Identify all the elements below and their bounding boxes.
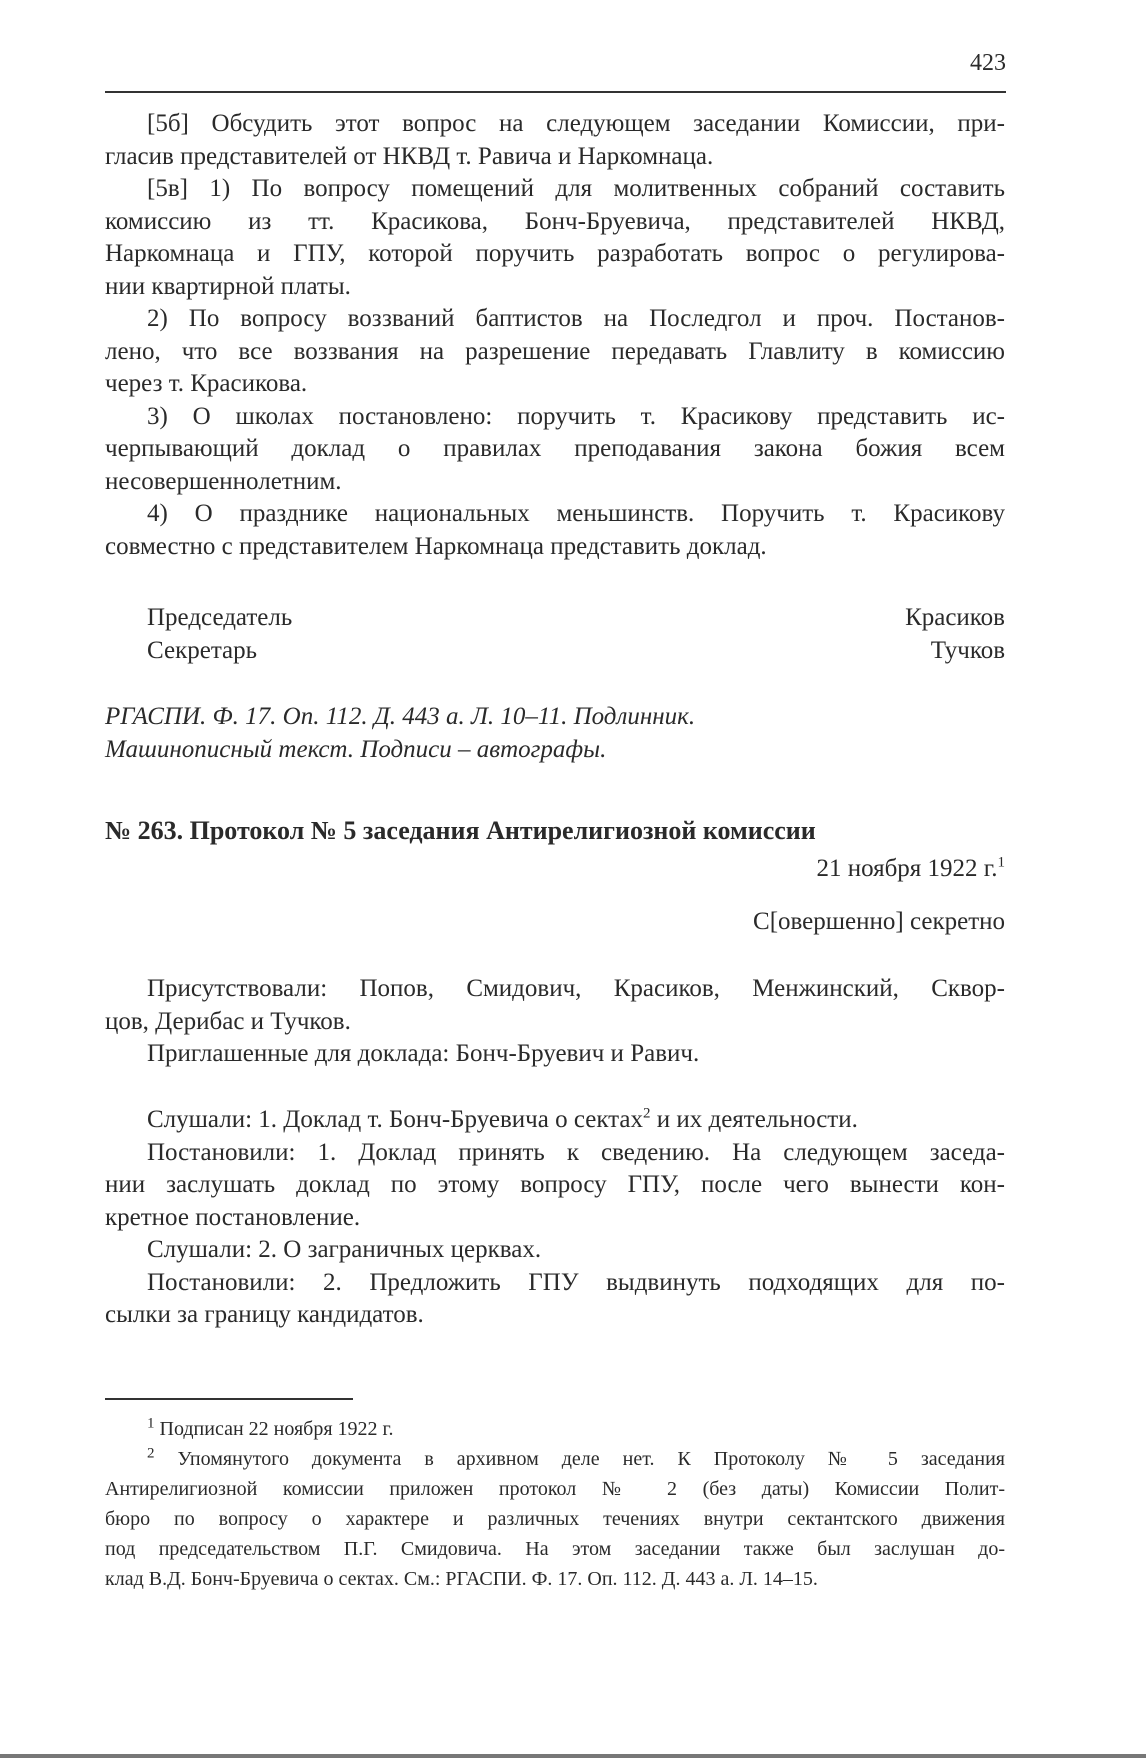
signature-role: Председатель — [147, 604, 293, 631]
line-text: 2) По вопросу воззваний баптистов на Последгол и проч. Постанов- — [147, 305, 1005, 332]
text-line — [105, 1038, 1005, 1071]
line-text: Слушали: 2. О заграничных церквах. — [147, 1236, 542, 1263]
footnotes — [105, 1414, 1005, 1594]
line-text: комиссию из тт. Красикова, Бонч-Бруевича, представителей НКВД, — [105, 207, 1005, 235]
line-text: Упомянутого документа в архивном деле нет. К Протоколу № 5 заседания — [177, 1448, 1006, 1470]
line-text: сылки за границу кандидатов. — [105, 1301, 424, 1328]
signatures — [147, 602, 1005, 667]
line-text: нии квартирной платы. — [105, 272, 351, 300]
text-line — [105, 1299, 1005, 1332]
text-line — [105, 1169, 1005, 1202]
text-line — [105, 433, 1005, 466]
text-line — [105, 368, 1005, 401]
signature-row — [147, 602, 1005, 635]
line-text: через т. Красикова. — [105, 370, 308, 397]
line-text: черпывающий доклад о правилах преподавания закона божия всем — [105, 435, 1005, 462]
footnote-rule — [105, 1398, 353, 1400]
text-line — [105, 1414, 1005, 1444]
document-heading: № 263. Протокол № 5 заседания Антирелигиозной комиссии — [105, 816, 816, 845]
line-text: несовершеннолетним. — [105, 467, 342, 495]
line-text: Постановили: 2. Предложить ГПУ выдвинуть подходящих для по- — [147, 1268, 1005, 1296]
line-text: гласив представителей от НКВД т. Равича и Наркомнаца. — [105, 142, 714, 170]
footnote-mark: 2 — [147, 1445, 155, 1462]
line-text: Присутствовали: Попов, Смидович, Красиков, Менжинский, Сквор- — [147, 975, 1005, 1002]
text-line — [105, 1564, 1005, 1594]
line-text: под председательством П.Г. Смидовича. На этом заседании также был заслушан до- — [105, 1538, 1005, 1560]
text-line — [105, 1137, 1005, 1170]
text-line — [105, 108, 1005, 141]
text-line — [105, 466, 1005, 499]
text-line — [105, 401, 1005, 434]
text-line — [105, 206, 1005, 239]
classification: С[овершенно] секретно — [753, 908, 1005, 935]
line-text: Приглашенные для доклада: Бонч-Бруевич и Равич. — [147, 1040, 700, 1067]
line-text: Наркомнаца и ГПУ, которой поручить разработать вопрос о регулирова- — [105, 240, 1005, 267]
archive-reference — [105, 700, 695, 766]
text-line — [105, 336, 1005, 369]
page-bottom-edge — [0, 1754, 1146, 1758]
text-line — [105, 1534, 1005, 1564]
signature-name: Красиков — [905, 604, 1005, 631]
agenda-line — [105, 1104, 1005, 1137]
line-text: кретное постановление. — [105, 1203, 361, 1231]
line-text: совместно с представителем Наркомнаца представить доклад. — [105, 532, 767, 560]
agenda-text: и их деятельности. — [650, 1106, 858, 1133]
text-line — [105, 173, 1005, 206]
text-line — [105, 973, 1005, 1006]
agenda-text: Слушали: 1. Доклад т. Бонч-Бруевича о сектах — [147, 1106, 643, 1133]
signature-row — [147, 635, 1005, 668]
line-text: [5в] 1) По вопросу помещений для молитвенных собраний составить — [147, 175, 1005, 202]
footnote-ref: 2 — [642, 1105, 651, 1122]
line-text: бюро по вопросу о характере и различных течениях внутри сектантского движения — [105, 1508, 1005, 1530]
continuation-text — [105, 108, 1005, 563]
agenda — [105, 1104, 1005, 1332]
line-text: Подписан 22 ноября 1922 г. — [159, 1418, 394, 1440]
line-text: 4) О празднике национальных меньшинств. Поручить т. Красикову — [147, 500, 1005, 527]
footnote-mark: 1 — [147, 1415, 155, 1432]
text-line — [105, 1474, 1005, 1504]
line-text: [5б] Обсудить этот вопрос на следующем заседании Комиссии, при- — [147, 110, 1005, 137]
signature-role: Секретарь — [147, 636, 258, 664]
agenda-decisions — [105, 1137, 1005, 1332]
text-line — [105, 1504, 1005, 1534]
date-text: 21 ноября 1922 г. — [816, 855, 998, 882]
line-text: клад В.Д. Бонч-Бруевича о сектах. См.: РГАСПИ. Ф. 17. Оп. 112. Д. 443 а. Л. 14–15. — [105, 1568, 818, 1590]
line-text: Постановили: 1. Доклад принять к сведению. На следующем заседа- — [147, 1138, 1005, 1166]
document-date — [816, 855, 1005, 883]
text-line — [105, 1267, 1005, 1300]
attendance — [105, 973, 1005, 1071]
footnote-ref: 1 — [997, 854, 1005, 871]
text-line — [105, 531, 1005, 564]
text-line — [105, 141, 1005, 174]
line-text: цов, Дерибас и Тучков. — [105, 1007, 351, 1035]
line-text: лено, что все воззвания на разрешение передавать Главлиту в комиссию — [105, 337, 1005, 365]
line-text: 3) О школах постановлено: поручить т. Красикову представить ис- — [147, 402, 1005, 430]
text-line — [105, 498, 1005, 531]
text-line — [105, 1234, 1005, 1267]
page-number: 423 — [970, 50, 1006, 76]
text-line — [105, 238, 1005, 271]
line-text: Антирелигиозной комиссии приложен протокол № 2 (без даты) Комиссии Полит- — [105, 1478, 1005, 1500]
signature-name: Тучков — [930, 636, 1005, 664]
text-line — [105, 1202, 1005, 1235]
archive-reference-line: РГАСПИ. Ф. 17. Оп. 112. Д. 443 а. Л. 10–11. Подлинник. — [105, 703, 696, 730]
text-line — [105, 303, 1005, 336]
archive-reference-line: Машинописный текст. Подписи – автографы. — [105, 736, 607, 763]
line-text: нии заслушать доклад по этому вопросу ГПУ, после чего вынести кон- — [105, 1171, 1005, 1198]
text-line — [105, 1444, 1005, 1474]
text-line — [105, 1006, 1005, 1039]
text-line — [105, 271, 1005, 304]
header-rule — [105, 91, 1006, 93]
